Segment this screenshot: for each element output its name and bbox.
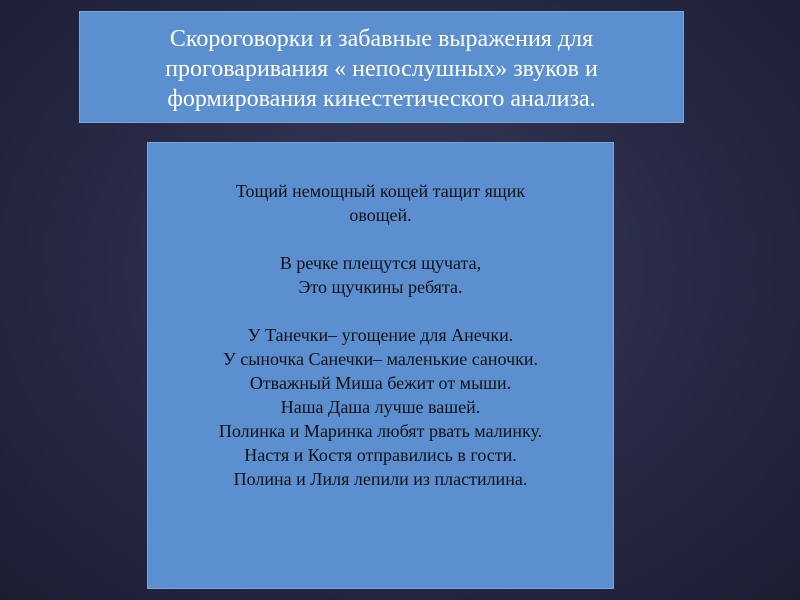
- tongue-twister-line: Отважный Миша бежит от мыши.: [249, 373, 512, 393]
- title-line-2: проговаривания « непослушных» звуков и: [165, 56, 598, 82]
- title-line-3: формирования кинестетического анализа.: [167, 86, 596, 112]
- content-box: [147, 142, 614, 589]
- title-box: [79, 11, 684, 123]
- tongue-twister-line: Полинка и Маринка любят рвать малинку.: [218, 421, 543, 441]
- stanza-gap: [148, 227, 613, 251]
- tongue-twister-line: Тощий немощный кощей тащит ящик: [235, 181, 526, 201]
- title-line-1: Скороговорки и забавные выражения для: [169, 26, 594, 52]
- tongue-twister-line: В речке плещутся щучата,: [279, 253, 482, 273]
- tongue-twister-line: Наша Даша лучше вашей.: [280, 397, 481, 417]
- tongue-twister-line: Настя и Костя отправились в гости.: [244, 445, 517, 465]
- stanza-gap: [148, 299, 613, 323]
- tongue-twister-line: У Танечки– угощение для Анечки.: [247, 325, 514, 345]
- tongue-twister-line: У сыночка Санечки– маленькие саночки.: [223, 349, 538, 369]
- tongue-twister-line: овощей.: [349, 205, 412, 225]
- tongue-twister-line: Полина и Лиля лепили из пластилина.: [233, 469, 528, 489]
- tongue-twister-line: Это щучкины ребята.: [298, 277, 463, 297]
